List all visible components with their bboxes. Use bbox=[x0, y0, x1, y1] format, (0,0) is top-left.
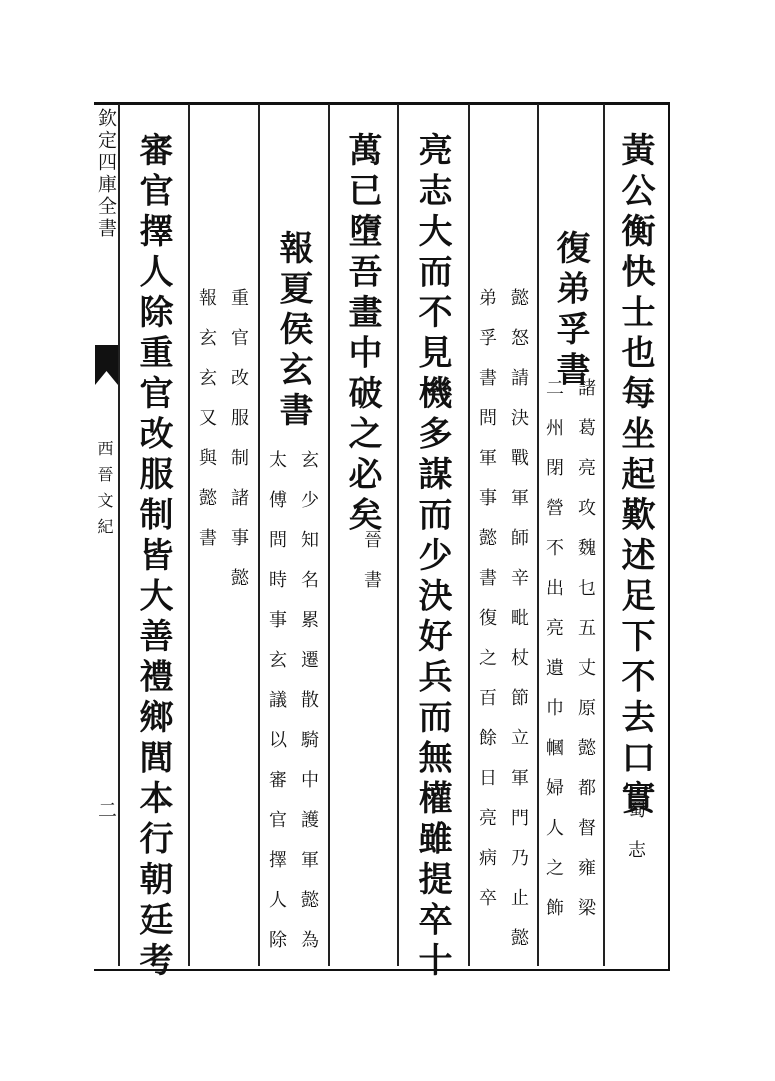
annotation-right: 重官改服制諸事懿 bbox=[228, 288, 249, 608]
annotation-right: 玄少知名累遷散騎中護軍懿為 bbox=[298, 450, 319, 970]
source-note: 蜀志 bbox=[625, 800, 646, 880]
source-note: 晉書 bbox=[361, 530, 382, 610]
page-number: 二 bbox=[95, 800, 117, 822]
text-column-4: 亮志大而不見機多謀而少決好兵而無權雖提卒十 bbox=[412, 132, 452, 983]
column-rule bbox=[603, 104, 605, 966]
column-rule bbox=[537, 104, 539, 966]
letter-title: 報夏侯玄書 bbox=[273, 230, 313, 433]
column-rule bbox=[397, 104, 399, 966]
text-column-8: 審官擇人除重官改服制皆大善禮鄉閭本行朝廷考 bbox=[133, 132, 173, 983]
annotation-right: 懿怒請決戰軍師辛毗杖節立軍門乃止懿 bbox=[508, 288, 529, 968]
annotation-right: 諸葛亮攻魏乜五丈原懿都督雍梁 bbox=[575, 378, 596, 938]
column-rule bbox=[258, 104, 260, 966]
column-rule bbox=[118, 104, 120, 966]
annotation-left: 太傅問時事玄議以審官擇人除 bbox=[266, 450, 287, 970]
annotation-left: 弟孚書問軍事懿書復之百餘日亮病卒 bbox=[476, 288, 497, 928]
text-column-1: 黃公衡快士也每坐起歎述足下不去口實 bbox=[615, 132, 655, 821]
column-rule bbox=[328, 104, 330, 966]
letter-title: 復弟孚書 bbox=[550, 230, 590, 392]
book-title: 西晉文紀 bbox=[95, 440, 114, 544]
text-column-5: 萬已墮吾畫中破之必矣 bbox=[342, 132, 382, 537]
column-rule bbox=[468, 104, 470, 966]
annotation-left: 報玄玄又與懿書 bbox=[196, 288, 217, 568]
annotation-left: 二州閉營不出亮遺巾幗婦人之飾 bbox=[543, 378, 564, 938]
series-title: 欽定四庫全書 bbox=[95, 108, 117, 240]
column-rule bbox=[188, 104, 190, 966]
